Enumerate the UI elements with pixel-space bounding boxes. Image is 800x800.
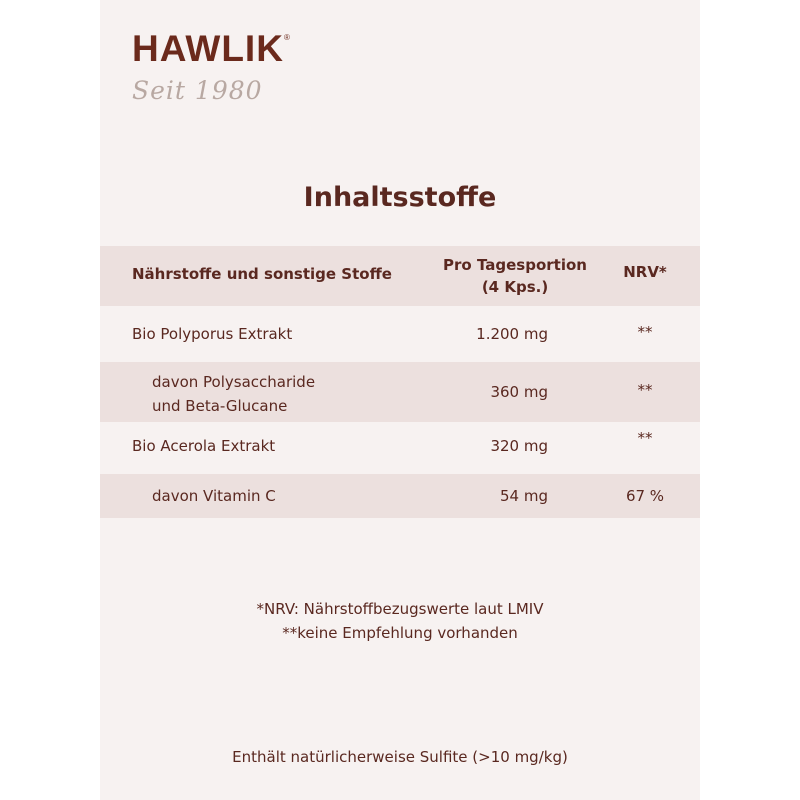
- table-row: [100, 306, 700, 362]
- header-amount: [430, 254, 600, 298]
- row-nrv: **: [637, 429, 653, 447]
- header-amount-line2: (4 Kps.): [481, 278, 549, 296]
- row-nrv: **: [637, 323, 653, 341]
- row-amount: 320 mg: [490, 437, 548, 455]
- row-amount: 1.200 mg: [476, 325, 548, 343]
- table-header-row: [100, 246, 700, 306]
- row-nrv: **: [637, 381, 653, 399]
- row-nrv: 67 %: [625, 487, 665, 505]
- row-name: Bio Acerola Extrakt: [132, 437, 276, 455]
- footnote-nrv: *NRV: Nährstoffbezugswerte laut LMIV: [256, 600, 544, 618]
- row-name-line1: davon Polysaccharide: [152, 373, 316, 391]
- header-name: Nährstoffe und sonstige Stoffe: [132, 265, 392, 283]
- brand-tagline: Seit 1980: [132, 76, 263, 105]
- trademark-symbol: ®: [283, 33, 291, 42]
- brand-name: HAWLIK: [132, 28, 284, 69]
- sulfite-note: Enthält natürlicherweise Sulfite (>10 mg/kg): [232, 748, 568, 766]
- row-amount: 54 mg: [500, 487, 548, 505]
- header-amount-line1: Pro Tagesportion: [443, 256, 587, 274]
- label-panel: [100, 0, 700, 800]
- page-title: Inhaltsstoffe: [303, 182, 497, 213]
- table-row: [100, 474, 700, 518]
- row-name: Bio Polyporus Extrakt: [132, 325, 293, 343]
- row-name: [152, 370, 315, 418]
- ingredients-table: [100, 246, 700, 518]
- header-nrv: NRV*: [623, 263, 667, 281]
- table-row: [100, 422, 700, 474]
- row-name-line2: und Beta-Glucane: [152, 397, 288, 415]
- footnote-no-recommendation: **keine Empfehlung vorhanden: [282, 624, 518, 642]
- table-row: [100, 362, 700, 422]
- brand-logo: [132, 30, 291, 67]
- row-name: davon Vitamin C: [152, 487, 276, 505]
- row-amount: 360 mg: [490, 383, 548, 401]
